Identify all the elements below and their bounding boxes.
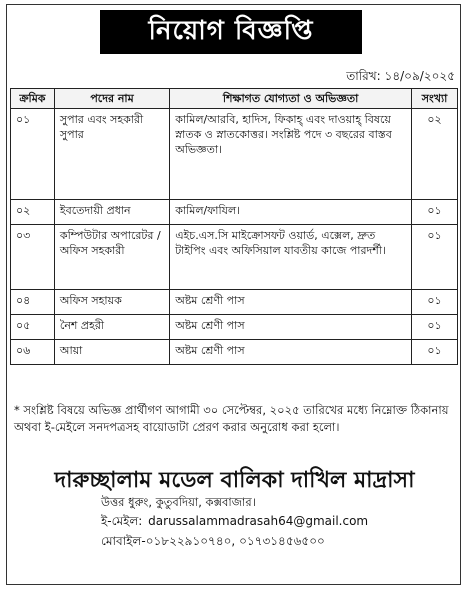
table-row [11, 200, 458, 225]
row-qualification: কামিল/ফাযিল। [170, 200, 412, 225]
row-count: ০১ [412, 225, 458, 290]
header-count: সংখ্যা [412, 89, 458, 109]
institution-name: দারুচ্ছালাম মডেল বালিকা দাখিল মাদ্রাসা [54, 468, 415, 493]
row-post: আয়া [54, 340, 169, 365]
row-count: ০১ [412, 290, 458, 315]
row-qualification: অষ্টম শ্রেণী পাস [170, 290, 412, 315]
email-label: ই-মেইল: [101, 514, 143, 528]
header-serial: ক্রমিক [11, 89, 55, 109]
notice-date [346, 68, 455, 88]
row-serial: ০১ [11, 109, 55, 200]
row-post: ইবতেদায়ী প্রধান [54, 200, 169, 225]
row-post: কম্পিউটার অপারেটর /অফিস সহকারী [54, 225, 169, 290]
date-value: ১৪/০৯/২০২৫ [384, 69, 455, 83]
row-post: নৈশ প্রহরী [54, 315, 169, 340]
row-serial: ০৬ [11, 340, 55, 365]
row-qualification: এইচ.এস.সি মাইক্রোসফট ওয়ার্ড, এক্সেল, দ্রুত টাইপিং এবং অফিসিয়াল যাবতীয় কাজে পারদর্শী। [170, 225, 412, 290]
row-qualification: কামিল/আরবি, হাদিস, ফিকাহ্ এবং দাওয়াহ্ বিষয়ে স্নাতক ও স্নাতকোত্তর। সংশ্লিষ্ট পদে ৩ বছরের বাস্তব অভিজ্ঞতা। [170, 109, 412, 200]
application-note: * সংশ্লিষ্ট বিষয়ে অভিজ্ঞ প্রার্থীগণ আগামী ৩০ সেপ্টেম্বর, ২০২৫ তারিখের মধ্যে নিম্নোক্ত ঠিকানায় অথবা ই-মেইলে সনদপত্রসহ বায়োডাটা প্রেরণ করার অনুরোধ করা হলো। [14, 403, 449, 434]
table-row [11, 315, 458, 340]
row-serial: ০৪ [11, 290, 55, 315]
row-count: ০১ [412, 315, 458, 340]
row-post: অফিস সহায়ক [54, 290, 169, 315]
row-count: ০১ [412, 340, 458, 365]
email-value[interactable]: darussalammadrasah64@gmail.com [148, 514, 369, 528]
table-row [11, 340, 458, 365]
row-qualification: অষ্টম শ্রেণী পাস [170, 340, 412, 365]
mobile-value[interactable]: ০১৮২২৯১০৭৪০, ০১৭৩১৪৫৬৫০০ [145, 534, 325, 548]
contact-mobile [101, 533, 325, 553]
header-post: পদের নাম [54, 89, 169, 109]
date-label: তারিখ: [346, 69, 381, 83]
row-qualification: অষ্টম শ্রেণী পাস [170, 315, 412, 340]
mobile-label: মোবাইল- [101, 534, 146, 548]
contact-email [101, 513, 368, 533]
row-serial: ০৫ [11, 315, 55, 340]
row-count: ০১ [412, 200, 458, 225]
vacancy-table [10, 88, 458, 365]
table-row [11, 109, 458, 200]
header-qualification: শিক্ষাগত যোগ্যতা ও অভিজ্ঞতা [170, 89, 412, 109]
table-row [11, 225, 458, 290]
row-serial: ০২ [11, 200, 55, 225]
table-header-row [11, 89, 458, 109]
row-serial: ০৩ [11, 225, 55, 290]
row-count: ০২ [412, 109, 458, 200]
institution-address: উত্তর ধুরুং, কুতুবদিয়া, কক্সবাজার। [101, 495, 256, 509]
notice-title: নিয়োগ বিজ্ঞপ্তি [100, 10, 362, 54]
table-row [11, 290, 458, 315]
row-post: সুপার এবং সহকারী সুপার [54, 109, 169, 200]
